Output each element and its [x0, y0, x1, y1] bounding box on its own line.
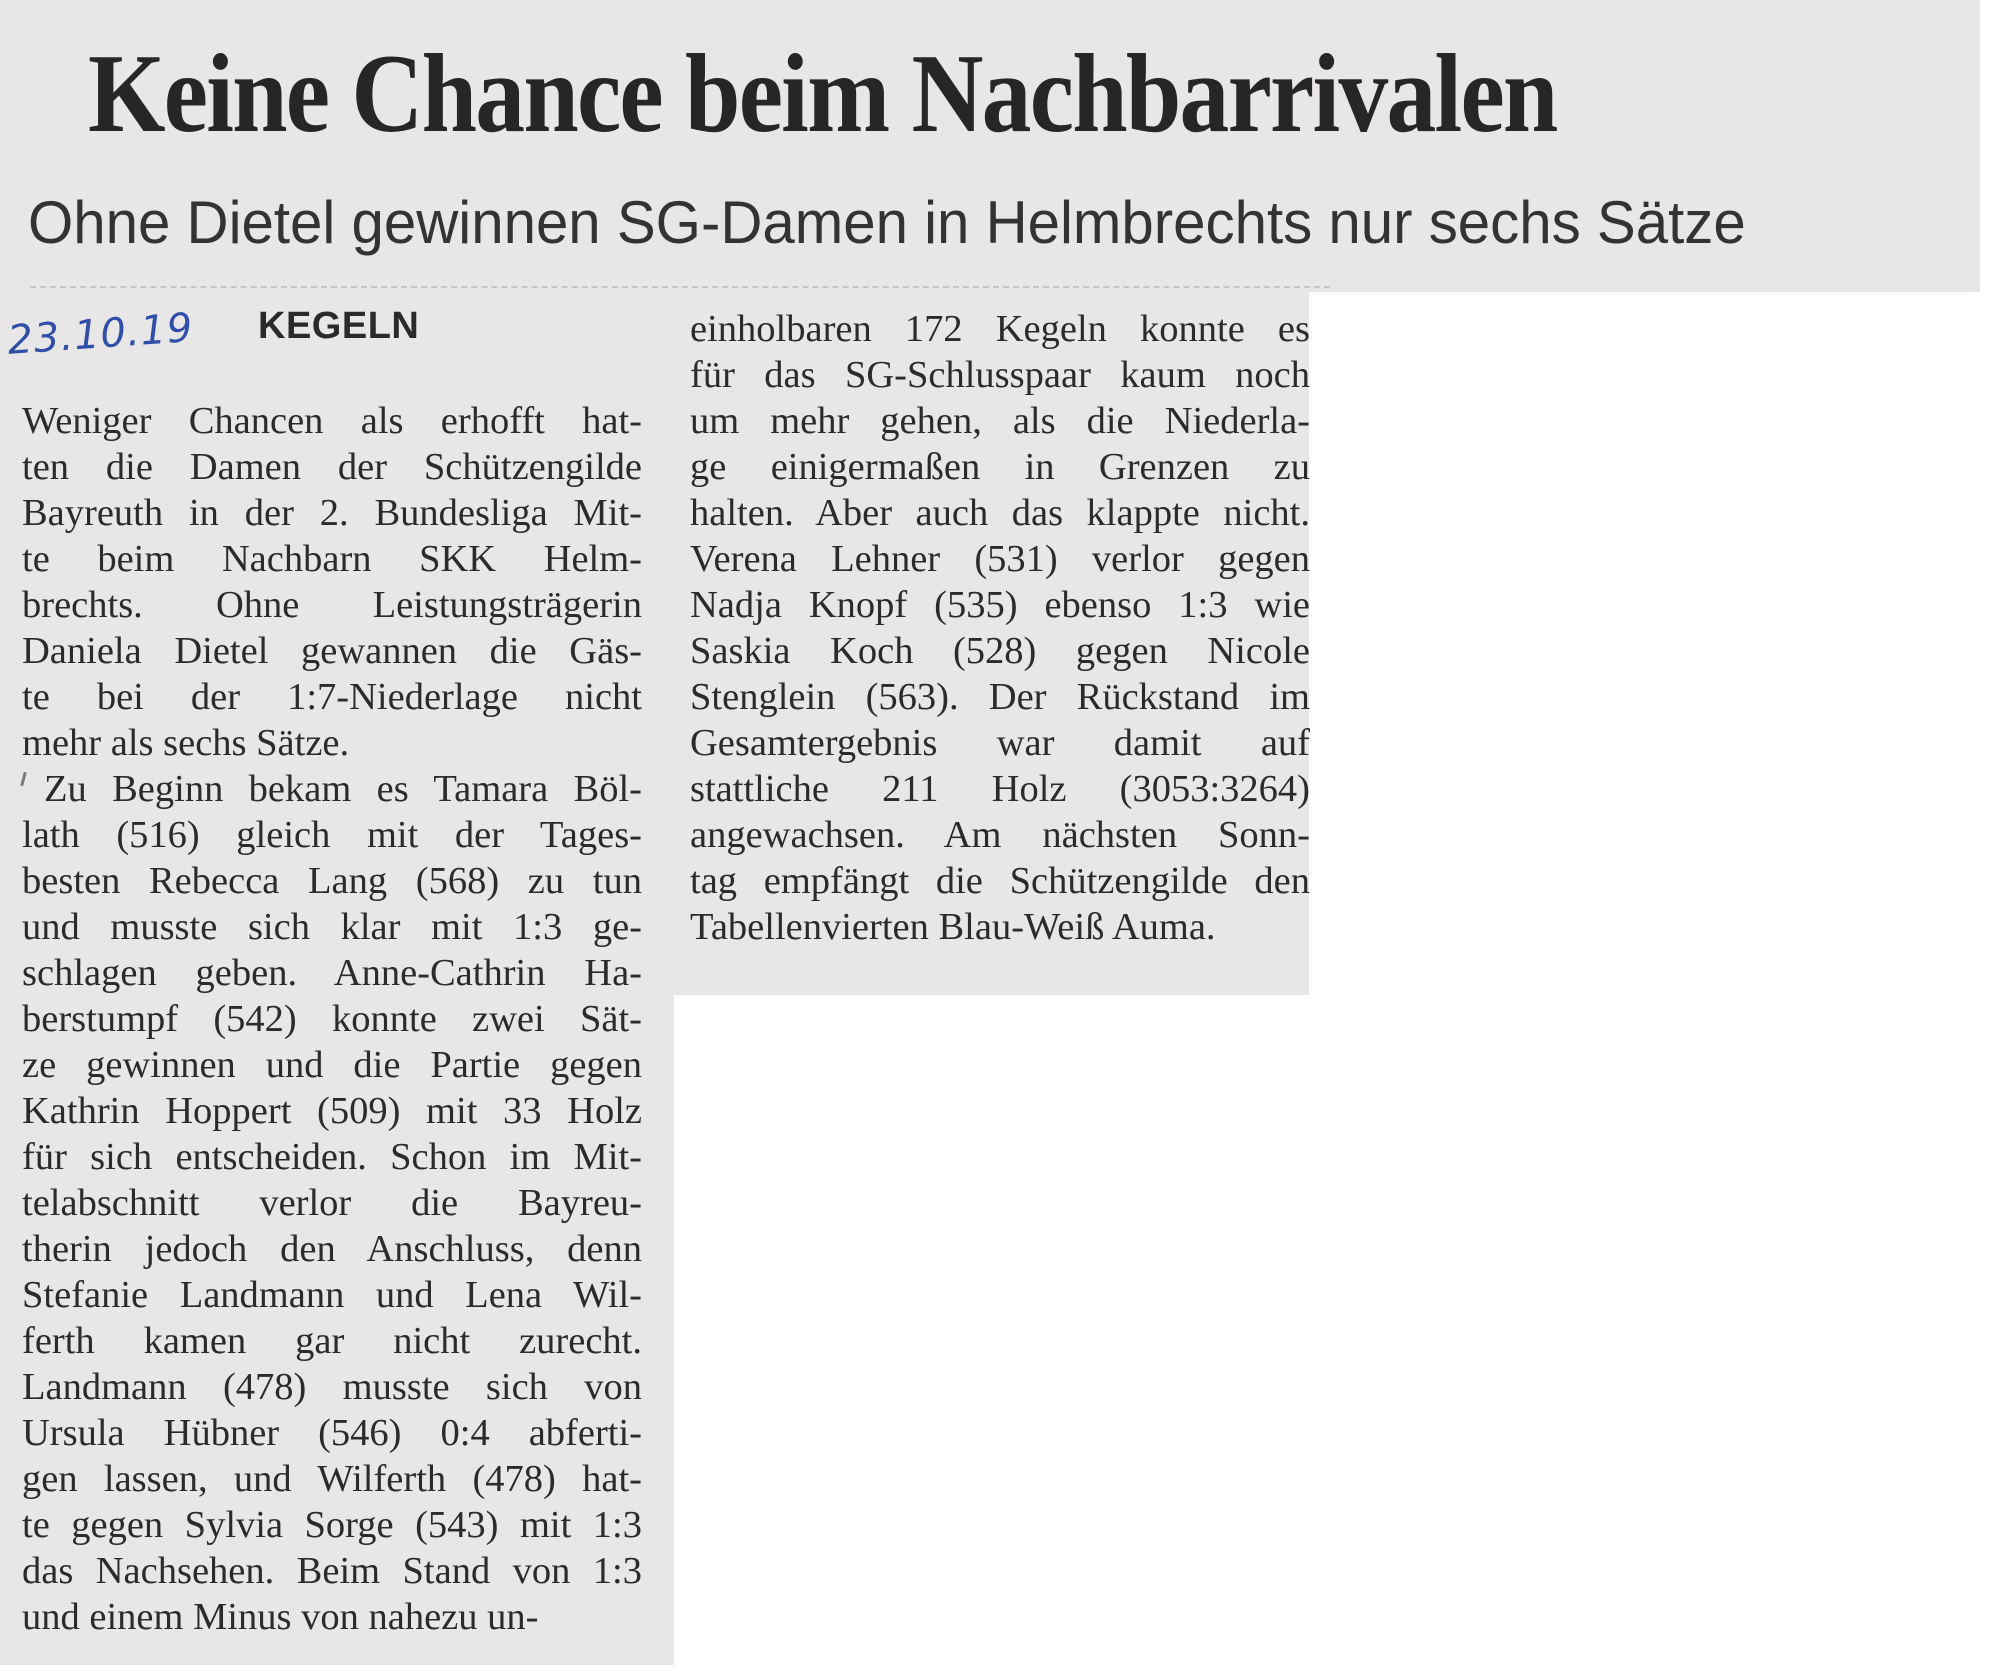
article-headline: Keine Chance beim Nachbarrivalen: [88, 32, 1557, 156]
article-column-left: [22, 398, 642, 1640]
article-text-line: für das SG-Schlusspaar kaum noch: [690, 354, 1310, 396]
article-text-line: lath (516) gleich mit der Tages-: [22, 814, 642, 856]
article-text-line: ge einigermaßen in Grenzen zu: [690, 446, 1310, 488]
article-text-line: Weniger Chancen als erhofft hat-: [22, 400, 642, 442]
article-text-line: für sich entscheiden. Schon im Mit-: [22, 1136, 642, 1178]
article-text-line: brechts. Ohne Leistungsträgerin: [22, 584, 642, 626]
article-text-line: Kathrin Hoppert (509) mit 33 Holz: [22, 1090, 642, 1132]
article-text-line: gen lassen, und Wilferth (478) hat-: [22, 1458, 642, 1500]
article-text-line: um mehr gehen, als die Niederla-: [690, 400, 1310, 442]
article-text-line: Gesamtergebnis war damit auf: [690, 722, 1310, 764]
article-text-line: einholbaren 172 Kegeln konnte es: [690, 308, 1310, 350]
article-text-line: das Nachsehen. Beim Stand von 1:3: [22, 1550, 642, 1592]
article-text-line: Ursula Hübner (546) 0:4 abferti-: [22, 1412, 642, 1454]
handwritten-date: 23.10.19: [6, 305, 195, 364]
article-text-line: therin jedoch den Anschluss, denn: [22, 1228, 642, 1270]
article-text-line: Daniela Dietel gewannen die Gäs-: [22, 630, 642, 672]
article-text-line: Stefanie Landmann und Lena Wil-: [22, 1274, 642, 1316]
article-text-line: berstumpf (542) konnte zwei Sät-: [22, 998, 642, 1040]
article-text-line: und einem Minus von nahezu un-: [22, 1596, 539, 1638]
article-text-line: ze gewinnen und die Partie gegen: [22, 1044, 642, 1086]
article-subheadline: Ohne Dietel gewinnen SG-Damen in Helmbrechts nur sechs Sätze: [28, 189, 1746, 256]
article-column-right: [690, 306, 1310, 950]
article-text-line: schlagen geben. Anne-Cathrin Ha-: [22, 952, 642, 994]
article-text-line: Bayreuth in der 2. Bundesliga Mit-: [22, 492, 642, 534]
article-text-line: Verena Lehner (531) verlor gegen: [690, 538, 1310, 580]
article-text-line: angewachsen. Am nächsten Sonn-: [690, 814, 1310, 856]
article-text-line: und musste sich klar mit 1:3 ge-: [22, 906, 642, 948]
article-text-line: te beim Nachbarn SKK Helm-: [22, 538, 642, 580]
article-text-line: stattliche 211 Holz (3053:3264): [690, 768, 1310, 810]
separator-line: [30, 286, 1330, 288]
article-text-line: ferth kamen gar nicht zurecht.: [22, 1320, 642, 1362]
article-text-line: halten. Aber auch das klappte nicht.: [690, 492, 1310, 534]
article-text-line: tag empfängt die Schützengilde den: [690, 860, 1310, 902]
article-text-line: besten Rebecca Lang (568) zu tun: [22, 860, 642, 902]
article-text-line: telabschnitt verlor die Bayreu-: [22, 1182, 642, 1224]
article-text-line: Zu Beginn bekam es Tamara Böl-: [44, 768, 642, 810]
article-text-line: Landmann (478) musste sich von: [22, 1366, 642, 1408]
article-text-line: Tabellenvierten Blau-Weiß Auma.: [690, 906, 1216, 948]
section-rubric: KEGELN: [258, 305, 420, 347]
article-text-line: Nadja Knopf (535) ebenso 1:3 wie: [690, 584, 1310, 626]
article-text-line: Saskia Koch (528) gegen Nicole: [690, 630, 1310, 672]
article-text-line: Stenglein (563). Der Rückstand im: [690, 676, 1310, 718]
article-text-line: te bei der 1:7-Niederlage nicht: [22, 676, 642, 718]
article-text-line: mehr als sechs Sätze.: [22, 722, 350, 764]
article-text-line: te gegen Sylvia Sorge (543) mit 1:3: [22, 1504, 642, 1546]
article-text-line: ten die Damen der Schützengilde: [22, 446, 642, 488]
